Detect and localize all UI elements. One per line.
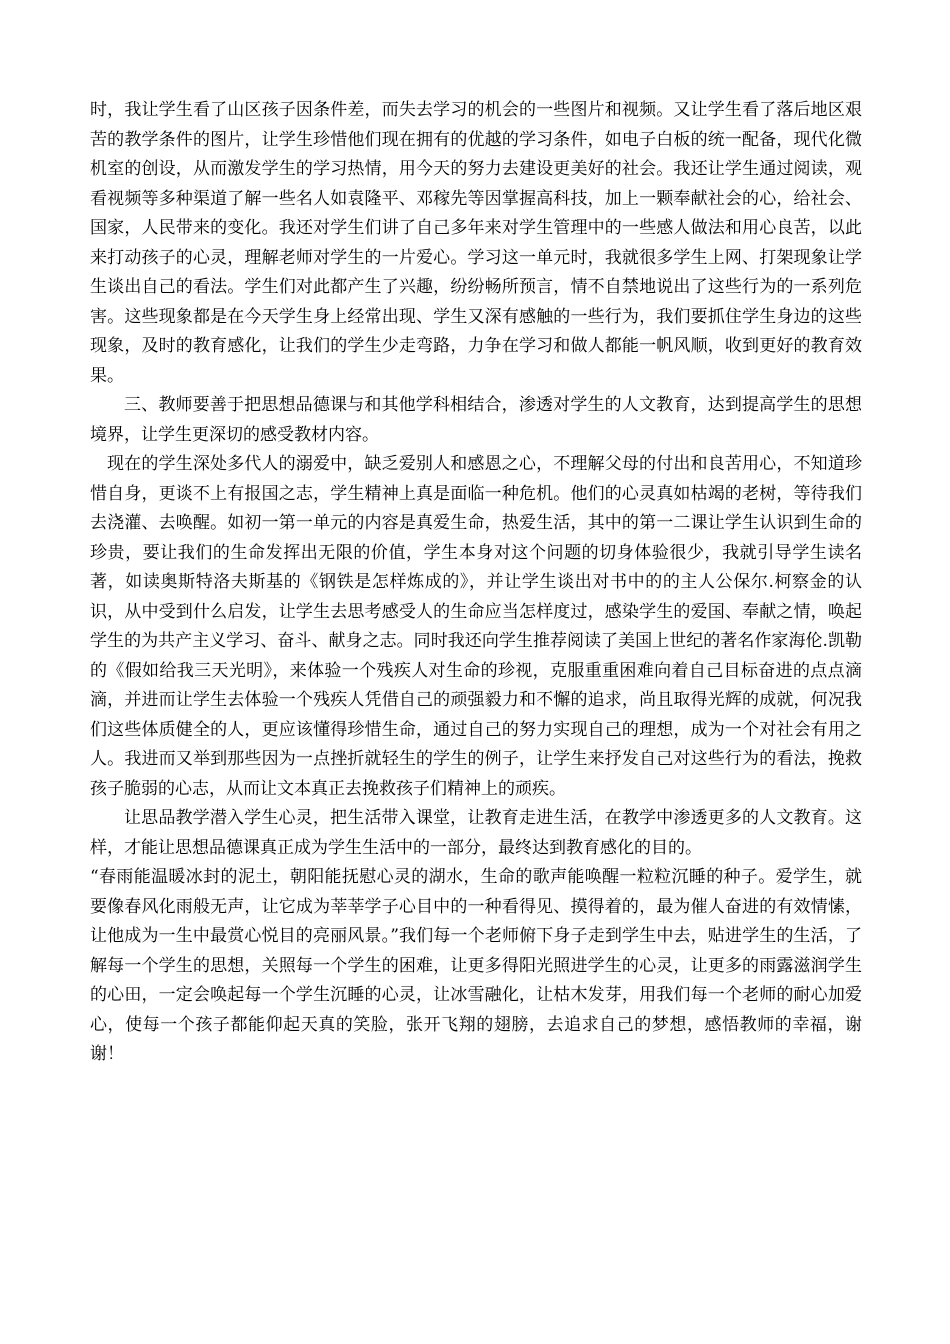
paragraph-quote: “春雨能温暖冰封的泥土，朝阳能抚慰心灵的湖水，生命的歌声能唤醒一粒粒沉睡的种子。爱学生，就要像春风化雨般无声，让它成为莘莘学子心目中的一种看得见、摸得着的，最为催人奋进的有效情愫，让他成为一生中最赏心悦目的亮丽风景。”我们每一个老师俯下身子走到学生中去，贴进学生的生活，了解每一个学生的思想，关照每一个学生的困难，让更多得阳光照进学生的心灵，让更多的雨露滋润学生的心田，一定会唤起每一个学生沉睡的心灵，让冰雪融化，让枯木发芽，用我们每一个老师的耐心加爱心，使每一个孩子都能仰起天真的笑脸，张开飞翔的翅膀，去追求自己的梦想，感悟教师的幸福，谢谢！ bbox=[90, 867, 862, 1064]
paragraph-3: 现在的学生深处多代人的溺爱中，缺乏爱别人和感恩之心，不理解父母的付出和良苦用心，不知道珍惜自身，更谈不上有报国之志，学生精神上真是面临一种危机。他们的心灵真如枯竭的老树，等待我们去浇灌、去唤醒。如初一第一单元的内容是真爱生命，热爱生活，其中的第一二课让学生认识到生命的珍贵，要让我们的生命发挥出无限的价值，学生本身对这个问题的切身体验很少，我就引导学生读名著，如读奥斯特洛夫斯基的《钢铁是怎样炼成的》，并让学生谈出对书中的的主人公保尔.柯察金的认识，从中受到什么启发，让学生去思考感受人的生命应当怎样度过，感染学生的爱国、奉献之情，唤起学生的为共产主义学习、奋斗、献身之志。同时我还向学生推荐阅读了美国上世纪的著名作家海伦.凯勒的《假如给我三天光明》，来体验一个残疾人对生命的珍视，克服重重困难向着自己目标奋进的点点滴滴，并进而让学生去体验一个残疾人凭借自己的顽强毅力和不懈的追求，尚且取得光辉的成就，何况我们这些体质健全的人，更应该懂得珍惜生命，通过自己的努力实现自己的理想，成为一个对社会有用之人。我进而又举到那些因为一点挫折就轻生的学生的例子，让学生来抒发自己对这些行为的看法，挽救孩子脆弱的心志，从而让文本真正去挽救孩子们精神上的顽疾。 bbox=[90, 454, 862, 799]
paragraph-section-heading: 三、教师要善于把思想品德课与和其他学科相结合，渗透对学生的人文教育，达到提高学生的思想境界，让学生更深切的感受教材内容。 bbox=[90, 395, 862, 445]
document-body bbox=[90, 96, 862, 1070]
paragraph-4: 让思品教学潜入学生心灵，把生活带入课堂，让教育走进生活，在教学中渗透更多的人文教育。这样，才能让思想品德课真正成为学生生活中的一部分，最终达到教育感化的目的。 bbox=[90, 808, 862, 858]
paragraph-1: 时，我让学生看了山区孩子因条件差，而失去学习的机会的一些图片和视频。又让学生看了落后地区艰苦的教学条件的图片，让学生珍惜他们现在拥有的优越的学习条件，如电子白板的统一配备，现代化微机室的创设，从而激发学生的学习热情，用今天的努力去建设更美好的社会。我还让学生通过阅读，观看视频等多种渠道了解一些名人如袁隆平、邓稼先等因掌握高科技，加上一颗奉献社会的心，给社会、国家，人民带来的变化。我还对学生们讲了自己多年来对学生管理中的一些感人做法和用心良苦，以此来打动孩子的心灵，理解老师对学生的一片爱心。学习这一单元时，我就很多学生上网、打架现象让学生谈出自己的看法。学生们对此都产生了兴趣，纷纷畅所预言，情不自禁地说出了这些行为的一系列危害。这些现象都是在今天学生身上经常出现、学生又深有感触的一些行为，我们要抓住学生身边的这些现象，及时的教育感化，让我们的学生少走弯路，力争在学习和做人都能一帆风顺，收到更好的教育效果。 bbox=[90, 100, 862, 386]
